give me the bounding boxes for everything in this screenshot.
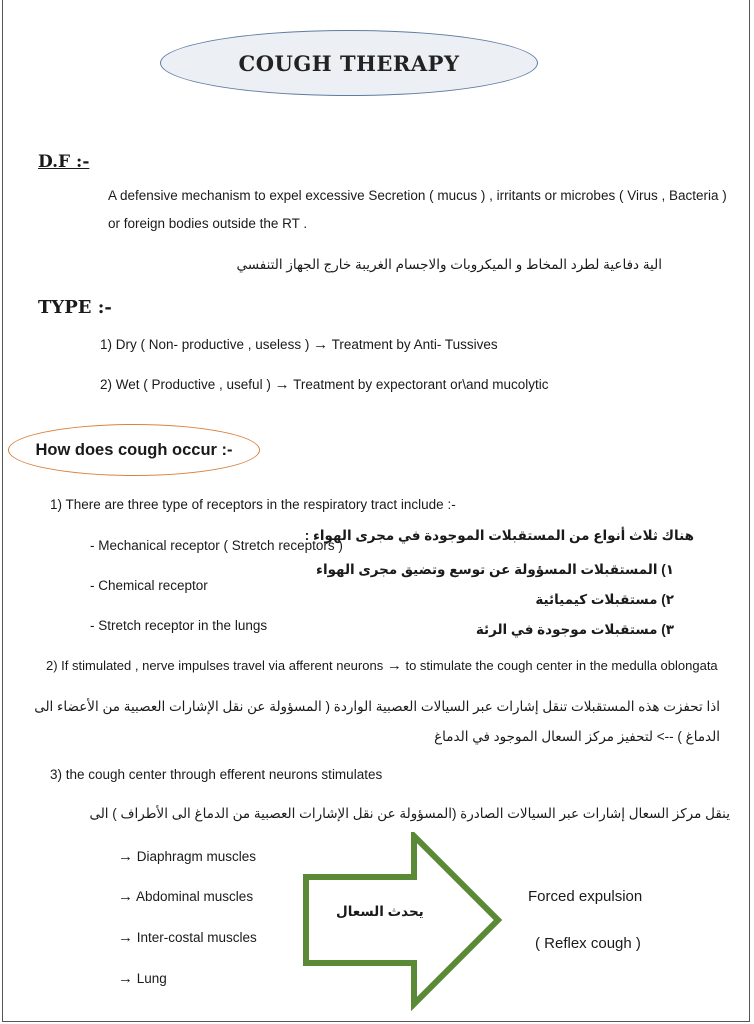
type-item-wet — [100, 376, 548, 393]
page-title: COUGH THERAPY — [238, 50, 460, 76]
definition-line-1: A defensive mechanism to expel excessive Secretion ( mucus ) , irritants or microbes ( Virus , Bacteria ) — [108, 188, 727, 203]
right-arrow-icon: → — [118, 970, 133, 987]
target-label: Diaphragm muscles — [136, 849, 257, 864]
big-arrow-outline — [306, 836, 498, 1004]
right-arrow-icon: → — [313, 336, 329, 353]
right-arrow-icon: → — [386, 657, 402, 674]
point-1: 1) There are three type of receptors in the respiratory tract include :- — [50, 497, 456, 512]
receptor-ar-intro: هناك ثلاث أنواع من المستقبلات الموجودة في مجرى الهواء : — [304, 528, 694, 543]
result-line-2: ( Reflex cough ) — [535, 935, 641, 952]
point-2 — [46, 657, 718, 674]
big-arrow-icon — [300, 832, 505, 1012]
right-arrow-icon: → — [118, 929, 133, 946]
target-diaphragm — [118, 848, 256, 865]
point-3-arabic: ينقل مركز السعال إشارات عبر السيالات الصادرة (المسؤولة عن نقل الإشارات العصبية من الدماغ الى الأطراف ) الى — [89, 806, 730, 821]
receptor-en-2: - Chemical receptor — [90, 578, 208, 593]
type-item-wet-treatment: Treatment by expectorant or\and mucolytic — [293, 377, 549, 392]
type-item-dry-label: 1) Dry ( Non- productive , useless ) — [100, 337, 310, 352]
target-label: Lung — [136, 971, 167, 986]
target-lung — [118, 970, 167, 987]
type-heading: TYPE :- — [38, 297, 112, 318]
receptor-ar-3: ٣) مستقبلات موجودة في الرئة — [475, 622, 674, 637]
definition-line-2: or foreign bodies outside the RT . — [108, 216, 308, 231]
target-abdominal — [118, 888, 253, 905]
definition-arabic: الية دفاعية لطرد المخاط و الميكروبات والاجسام الغريبة خارج الجهاز التنفسي — [236, 257, 662, 272]
receptor-ar-2: ٢) مستقبلات كيميائية — [535, 592, 674, 607]
point-2-arabic-1: اذا تحفزت هذه المستقبلات تنقل إشارات عبر السيالات العصبية الواردة ( المسؤولة عن نقل الإشارات العصبية من الأعضاء الى — [34, 699, 720, 714]
right-arrow-icon: → — [118, 888, 133, 905]
how-heading-banner — [8, 424, 260, 476]
big-arrow-label: يحدث السعال — [336, 904, 424, 919]
how-heading: How does cough occur :- — [35, 440, 233, 459]
target-label: Abdominal muscles — [136, 889, 254, 904]
type-item-wet-label: 2) Wet ( Productive , useful ) — [100, 377, 271, 392]
point-2-arabic-2: الدماغ ) --> لتحفيز مركز السعال الموجود في الدماغ — [434, 729, 720, 744]
right-arrow-icon: → — [274, 376, 290, 393]
result-line-1: Forced expulsion — [528, 888, 643, 905]
receptor-en-3: - Stretch receptor in the lungs — [90, 618, 268, 633]
title-banner — [160, 30, 538, 96]
definition-heading: D.F :- — [38, 152, 90, 172]
right-arrow-icon: → — [118, 848, 133, 865]
point-2-start: 2) If stimulated , nerve impulses travel via afferent neurons — [46, 658, 384, 673]
type-item-dry — [100, 336, 498, 353]
receptor-en-1: - Mechanical receptor ( Stretch receptors ) — [90, 538, 343, 553]
type-item-dry-treatment: Treatment by Anti- Tussives — [331, 337, 498, 352]
point-3: 3) the cough center through efferent neurons stimulates — [50, 767, 383, 782]
point-2-end: to stimulate the cough center in the medulla oblongata — [405, 658, 718, 673]
target-label: Inter-costal muscles — [136, 930, 257, 945]
target-intercostal — [118, 929, 257, 946]
receptor-ar-1: ١) المستقبلات المسؤولة عن توسع وتضيق مجرى الهواء — [316, 562, 674, 577]
